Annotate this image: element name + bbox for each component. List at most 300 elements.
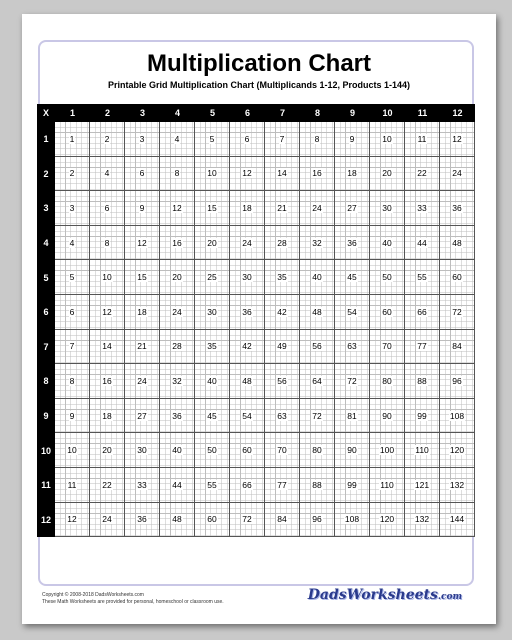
table-cell (55, 122, 90, 157)
table-cell (230, 260, 265, 295)
cell-value: 63 (277, 410, 287, 421)
cell-value: 2 (104, 133, 110, 144)
table-cell (195, 503, 230, 538)
table-cell (160, 157, 195, 192)
table-cell (90, 468, 125, 503)
cell-value: 25 (207, 272, 217, 283)
table-cell (90, 260, 125, 295)
cell-value: 108 (449, 410, 465, 421)
cell-value: 4 (69, 237, 75, 248)
cell-value: 35 (207, 341, 217, 352)
column-header: 6 (230, 104, 265, 122)
row-header: 2 (37, 157, 55, 192)
table-cell (160, 503, 195, 538)
table-cell (300, 122, 335, 157)
table-cell (335, 364, 370, 399)
cell-value: 45 (207, 410, 217, 421)
table-cell (125, 260, 160, 295)
table-cell (230, 364, 265, 399)
table-cell (440, 433, 475, 468)
cell-value: 42 (277, 306, 287, 317)
cell-value: 15 (207, 202, 217, 213)
cell-value: 10 (382, 133, 392, 144)
column-header: 1 (55, 104, 90, 122)
cell-value: 50 (207, 445, 217, 456)
cell-value: 54 (242, 410, 252, 421)
cell-value: 6 (104, 202, 110, 213)
table-cell (370, 157, 405, 192)
table-cell (195, 122, 230, 157)
cell-value: 56 (277, 375, 287, 386)
table-cell (195, 399, 230, 434)
cell-value: 48 (312, 306, 322, 317)
table-cell (370, 122, 405, 157)
table-cell (230, 295, 265, 330)
cell-value: 40 (172, 445, 182, 456)
table-cell (405, 503, 440, 538)
table-cell (335, 295, 370, 330)
table-cell (195, 468, 230, 503)
cell-value: 60 (382, 306, 392, 317)
table-cell (160, 330, 195, 365)
table-cell (370, 503, 405, 538)
table-cell (370, 433, 405, 468)
cell-value: 99 (347, 479, 357, 490)
cell-value: 7 (69, 341, 75, 352)
cell-value: 121 (414, 479, 430, 490)
cell-value: 6 (139, 168, 145, 179)
cell-value: 100 (379, 445, 395, 456)
table-cell (55, 295, 90, 330)
cell-value: 2 (69, 168, 75, 179)
table-cell (265, 330, 300, 365)
table-cell (370, 399, 405, 434)
table-cell (335, 433, 370, 468)
table-cell (55, 157, 90, 192)
table-cell (265, 364, 300, 399)
table-cell (300, 503, 335, 538)
cell-value: 56 (312, 341, 322, 352)
page-title: Multiplication Chart (147, 50, 371, 77)
table-cell (370, 364, 405, 399)
cell-value: 22 (417, 168, 427, 179)
cell-value: 72 (312, 410, 322, 421)
cell-value: 9 (349, 133, 355, 144)
cell-value: 21 (277, 202, 287, 213)
cell-value: 54 (347, 306, 357, 317)
cell-value: 24 (242, 237, 252, 248)
table-cell (335, 330, 370, 365)
cell-value: 3 (139, 133, 145, 144)
table-cell (125, 468, 160, 503)
cell-value: 11 (417, 133, 427, 144)
row-header: 1 (37, 122, 55, 157)
cell-value: 36 (242, 306, 252, 317)
table-cell (300, 260, 335, 295)
cell-value: 40 (382, 237, 392, 248)
cell-value: 66 (417, 306, 427, 317)
cell-value: 6 (69, 306, 75, 317)
table-cell (160, 226, 195, 261)
table-cell (55, 191, 90, 226)
table-cell (370, 295, 405, 330)
table-cell (230, 191, 265, 226)
cell-value: 44 (417, 237, 427, 248)
cell-value: 18 (347, 168, 357, 179)
cell-value: 40 (207, 375, 217, 386)
table-cell (265, 226, 300, 261)
cell-value: 72 (347, 375, 357, 386)
cell-value: 88 (417, 375, 427, 386)
cell-value: 144 (449, 514, 465, 525)
footer-text (42, 592, 224, 606)
cell-value: 8 (174, 168, 180, 179)
cell-value: 12 (452, 133, 462, 144)
table-cell (55, 330, 90, 365)
table-cell (440, 364, 475, 399)
cell-value: 40 (312, 272, 322, 283)
table-cell (195, 226, 230, 261)
cell-value: 9 (139, 202, 145, 213)
cell-value: 10 (67, 445, 77, 456)
table-cell (55, 399, 90, 434)
table-cell (405, 157, 440, 192)
cell-value: 27 (137, 410, 147, 421)
table-cell (230, 330, 265, 365)
worksheet-page (22, 14, 496, 624)
cell-value: 11 (67, 479, 77, 490)
copyright-text: Copyright © 2008-2018 DadsWorksheets.com (42, 592, 144, 598)
table-cell (265, 191, 300, 226)
cell-value: 20 (102, 445, 112, 456)
table-cell (335, 157, 370, 192)
cell-value: 108 (344, 514, 360, 525)
table-cell (335, 260, 370, 295)
cell-value: 81 (347, 410, 357, 421)
cell-value: 72 (242, 514, 252, 525)
table-cell (370, 330, 405, 365)
table-cell (90, 122, 125, 157)
row-header: 7 (37, 330, 55, 365)
table-cell (440, 295, 475, 330)
table-cell (125, 399, 160, 434)
cell-value: 20 (172, 272, 182, 283)
table-cell (195, 295, 230, 330)
table-cell (300, 226, 335, 261)
cell-value: 63 (347, 341, 357, 352)
multiplication-table (37, 104, 475, 537)
table-cell (335, 226, 370, 261)
cell-value: 48 (242, 375, 252, 386)
cell-value: 96 (312, 514, 322, 525)
table-cell (440, 157, 475, 192)
table-cell (265, 122, 300, 157)
table-cell (90, 295, 125, 330)
cell-value: 20 (207, 237, 217, 248)
cell-value: 99 (417, 410, 427, 421)
table-cell (265, 295, 300, 330)
row-header: 8 (37, 364, 55, 399)
table-cell (265, 399, 300, 434)
logo-text: DadsWorksheets (307, 587, 438, 603)
cell-value: 42 (242, 341, 252, 352)
cell-value: 80 (312, 445, 322, 456)
table-cell (265, 433, 300, 468)
table-cell (160, 295, 195, 330)
cell-value: 16 (172, 237, 182, 248)
cell-value: 24 (102, 514, 112, 525)
cell-value: 5 (209, 133, 215, 144)
table-cell (440, 226, 475, 261)
cell-value: 88 (312, 479, 322, 490)
table-cell (265, 260, 300, 295)
table-cell (405, 330, 440, 365)
table-cell (335, 399, 370, 434)
table-cell (230, 468, 265, 503)
cell-value: 36 (452, 202, 462, 213)
cell-value: 12 (137, 237, 147, 248)
table-cell (300, 468, 335, 503)
table-cell (195, 364, 230, 399)
column-header: 8 (300, 104, 335, 122)
table-cell (335, 122, 370, 157)
cell-value: 45 (347, 272, 357, 283)
table-cell (405, 226, 440, 261)
table-cell (265, 157, 300, 192)
table-cell (370, 468, 405, 503)
cell-value: 35 (277, 272, 287, 283)
cell-value: 3 (69, 202, 75, 213)
cell-value: 64 (312, 375, 322, 386)
cell-value: 110 (415, 445, 429, 456)
table-cell (405, 468, 440, 503)
table-cell (195, 433, 230, 468)
cell-value: 18 (242, 202, 252, 213)
cell-value: 12 (102, 306, 112, 317)
table-cell (300, 191, 335, 226)
usage-note: These Math Worksheets are provided for personal, homeschool or classroom use. (42, 599, 224, 605)
table-cell (55, 433, 90, 468)
table-cell (300, 157, 335, 192)
cell-value: 28 (172, 341, 182, 352)
column-header: 10 (370, 104, 405, 122)
table-cell (230, 433, 265, 468)
table-cell (335, 503, 370, 538)
cell-value: 12 (67, 514, 77, 525)
cell-value: 28 (277, 237, 287, 248)
table-cell (370, 191, 405, 226)
cell-value: 33 (137, 479, 147, 490)
table-cell (300, 330, 335, 365)
table-cell (405, 122, 440, 157)
table-cell (335, 191, 370, 226)
cell-value: 84 (277, 514, 287, 525)
cell-value: 90 (382, 410, 392, 421)
column-header: 4 (160, 104, 195, 122)
table-cell (90, 191, 125, 226)
cell-value: 15 (137, 272, 147, 283)
table-cell (195, 330, 230, 365)
site-logo[interactable] (308, 587, 462, 603)
cell-value: 132 (449, 479, 465, 490)
table-cell (300, 364, 335, 399)
table-cell (90, 157, 125, 192)
cell-value: 84 (452, 341, 462, 352)
cell-value: 70 (382, 341, 392, 352)
cell-value: 5 (69, 272, 75, 283)
cell-value: 44 (172, 479, 182, 490)
cell-value: 77 (277, 479, 287, 490)
cell-value: 90 (347, 445, 357, 456)
cell-value: 10 (102, 272, 112, 283)
table-cell (370, 260, 405, 295)
table-cell (125, 364, 160, 399)
table-cell (160, 364, 195, 399)
table-cell (335, 468, 370, 503)
cell-value: 7 (279, 133, 285, 144)
cell-value: 16 (312, 168, 322, 179)
table-cell (160, 260, 195, 295)
cell-value: 50 (382, 272, 392, 283)
cell-value: 36 (172, 410, 182, 421)
table-cell (125, 330, 160, 365)
cell-value: 110 (380, 479, 394, 490)
cell-value: 60 (242, 445, 252, 456)
cell-value: 66 (242, 479, 252, 490)
cell-value: 1 (69, 133, 75, 144)
cell-value: 96 (452, 375, 462, 386)
cell-value: 10 (207, 168, 217, 179)
table-cell (125, 122, 160, 157)
table-cell (125, 295, 160, 330)
table-cell (405, 295, 440, 330)
cell-value: 49 (277, 341, 287, 352)
cell-value: 33 (417, 202, 427, 213)
table-cell (230, 226, 265, 261)
table-cell (195, 157, 230, 192)
cell-value: 4 (174, 133, 180, 144)
table-cell (90, 503, 125, 538)
row-header: 6 (37, 295, 55, 330)
cell-value: 32 (172, 375, 182, 386)
table-cell (440, 260, 475, 295)
table-cell (370, 226, 405, 261)
cell-value: 48 (172, 514, 182, 525)
cell-value: 22 (102, 479, 112, 490)
cell-value: 120 (449, 445, 465, 456)
table-cell (160, 433, 195, 468)
table-cell (125, 226, 160, 261)
cell-value: 21 (137, 341, 147, 352)
table-cell (55, 468, 90, 503)
row-header: 9 (37, 399, 55, 434)
table-cell (440, 122, 475, 157)
row-header: 11 (37, 468, 55, 503)
cell-value: 55 (417, 272, 427, 283)
table-cell (265, 503, 300, 538)
logo-suffix: .com (437, 592, 462, 602)
table-cell (265, 468, 300, 503)
row-header: 3 (37, 191, 55, 226)
cell-value: 36 (137, 514, 147, 525)
table-cell (195, 191, 230, 226)
table-cell (440, 399, 475, 434)
table-cell (405, 191, 440, 226)
cell-value: 60 (452, 272, 462, 283)
cell-value: 9 (69, 410, 75, 421)
cell-value: 24 (452, 168, 462, 179)
table-cell (300, 399, 335, 434)
table-cell (55, 364, 90, 399)
cell-value: 132 (414, 514, 430, 525)
cell-value: 12 (242, 168, 252, 179)
table-cell (230, 157, 265, 192)
table-cell (230, 399, 265, 434)
column-header: 5 (195, 104, 230, 122)
table-cell (125, 191, 160, 226)
cell-value: 60 (207, 514, 217, 525)
cell-value: 80 (382, 375, 392, 386)
table-cell (300, 295, 335, 330)
table-cell (405, 399, 440, 434)
table-cell (440, 468, 475, 503)
table-cell (90, 399, 125, 434)
table-cell (160, 399, 195, 434)
cell-value: 24 (172, 306, 182, 317)
table-cell (405, 433, 440, 468)
page-subtitle: Printable Grid Multiplication Chart (Multiplicands 1-12, Products 1-144) (107, 80, 411, 90)
cell-value: 8 (104, 237, 110, 248)
table-cell (440, 330, 475, 365)
row-header: 4 (37, 226, 55, 261)
cell-value: 30 (207, 306, 217, 317)
table-cell (405, 364, 440, 399)
row-header: 5 (37, 260, 55, 295)
row-header: 10 (37, 433, 55, 468)
cell-value: 55 (207, 479, 217, 490)
column-header: 9 (335, 104, 370, 122)
cell-value: 8 (314, 133, 320, 144)
cell-value: 48 (452, 237, 462, 248)
table-cell (125, 503, 160, 538)
cell-value: 30 (137, 445, 147, 456)
table-cell (160, 191, 195, 226)
table-cell (230, 122, 265, 157)
cell-value: 27 (347, 202, 357, 213)
table-cell (125, 433, 160, 468)
table-cell (160, 122, 195, 157)
cell-value: 16 (102, 375, 112, 386)
column-header: 3 (125, 104, 160, 122)
table-cell (160, 468, 195, 503)
table-cell (195, 260, 230, 295)
table-cell (55, 226, 90, 261)
cell-value: 77 (417, 341, 427, 352)
cell-value: 30 (382, 202, 392, 213)
table-cell (90, 226, 125, 261)
cell-value: 24 (312, 202, 322, 213)
column-header: 12 (440, 104, 475, 122)
cell-value: 18 (102, 410, 112, 421)
table-cell (440, 503, 475, 538)
table-cell (90, 330, 125, 365)
cell-value: 18 (137, 306, 147, 317)
table-cell (55, 503, 90, 538)
cell-value: 36 (347, 237, 357, 248)
cell-value: 70 (277, 445, 287, 456)
table-cell (405, 260, 440, 295)
table-cell (55, 260, 90, 295)
